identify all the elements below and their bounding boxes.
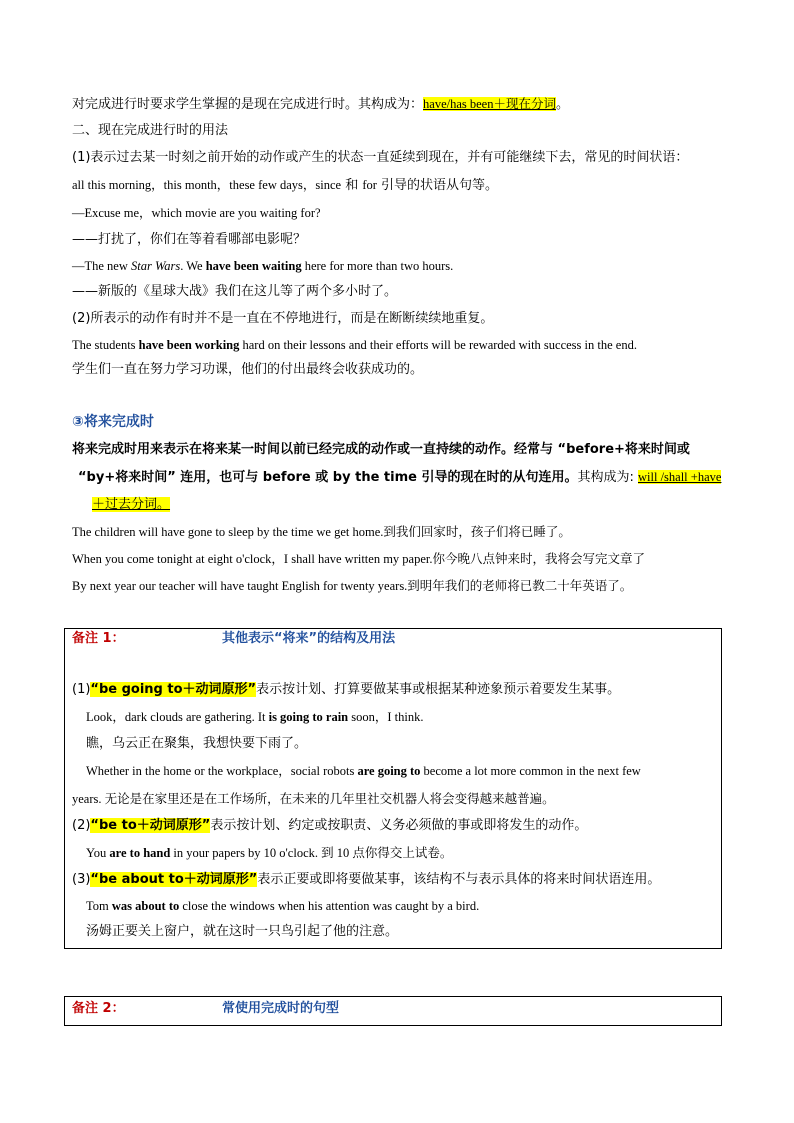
- time-adverbials: all this morning，this month，these few days，since: [72, 178, 342, 192]
- ex3-a: The students: [72, 338, 139, 352]
- ex2-bold: have been waiting: [205, 259, 302, 273]
- ex2-a: —The new: [72, 259, 132, 273]
- item1-ex1-bold: is going to rain: [268, 710, 349, 724]
- note-1-item-3: [72, 871, 660, 889]
- note-2-box: [64, 996, 722, 1026]
- def-formula1: will /shall +have: [638, 470, 722, 484]
- intro-end: 。: [555, 97, 569, 112]
- example-1-cn: ——打扰了，你们在等着看哪部电影呢？: [72, 232, 307, 247]
- item2-structure: “be to＋动词原形”: [90, 818, 211, 833]
- item1-ex1-b: soon，I think.: [348, 710, 424, 724]
- item1-ex2-b: become a lot more common in the next few: [420, 764, 641, 778]
- future-perfect-def-line-2: [78, 468, 721, 487]
- intro-text: 对完成进行时要求学生掌握的是现在完成进行时。其构成为：: [72, 97, 424, 112]
- future-perfect-def-line-3: [92, 495, 170, 514]
- and-text: 和: [341, 178, 363, 193]
- usage-1-line-2: [72, 176, 498, 195]
- example-2-en: [72, 257, 453, 275]
- item1-structure: “be going to＋动词原形”: [90, 682, 257, 697]
- ex3-bold: have been working: [138, 338, 240, 352]
- section-two-heading: 二、现在完成进行时的用法: [72, 123, 229, 138]
- ex2-b: . We: [180, 259, 206, 273]
- note-1-item-1-ex-2-line-2: years. 无论是在家里还是在工作场所，在未来的几年里社交机器人将会变得越来越普遍。: [72, 792, 555, 806]
- item2-prefix: (2): [72, 818, 91, 833]
- for-text: for: [362, 178, 377, 192]
- item3-prefix: (3): [72, 872, 91, 887]
- usage-1-line-1: (1)表示过去某一时刻之前开始的动作或产生的状态一直延续到现在，并有可能继续下去，常见的时间状语：: [72, 150, 689, 165]
- intro-line: [72, 95, 569, 114]
- note-1-item-1-ex-2: [86, 762, 641, 780]
- item2-ex-a: You: [86, 846, 110, 860]
- note-2-title: 常使用完成时的句型: [222, 1001, 340, 1016]
- note-1-item-3-ex-cn: 汤姆正要关上窗户，就在这时一只鸟引起了他的注意。: [86, 924, 399, 939]
- note-1-item-3-ex: [86, 897, 479, 915]
- note-1-item-2-ex: [86, 844, 452, 862]
- item3-ex-bold: was about to: [111, 899, 180, 913]
- note-1-item-1-ex-1-cn: 瞧，乌云正在聚集，我想快要下雨了。: [86, 736, 308, 751]
- fp-example-2: When you come tonight at eight o'clock，I shall have written my paper.你今晚八点钟来时，我将会写完文章了: [72, 552, 645, 566]
- item3-text: 表示正要或即将要做某事，该结构不与表示具体的将来时间状语连用。: [257, 872, 661, 887]
- fp-example-3: By next year our teacher will have taught English for twenty years.到明年我们的老师将已教二十年英语了。: [72, 579, 633, 593]
- item1-ex1-a: Look，dark clouds are gathering. It: [86, 710, 269, 724]
- future-perfect-heading: ③将来完成时: [72, 414, 154, 430]
- fp-example-1: The children will have gone to sleep by the time we get home.到我们回家时，孩子们将已睡了。: [72, 525, 571, 539]
- note-1-item-2: [72, 817, 587, 835]
- ex2-c: here for more than two hours.: [301, 259, 454, 273]
- item1-ex2-bold: are going to: [357, 764, 421, 778]
- intro-formula: have/has been＋现在分词: [423, 97, 556, 111]
- def-line2a: “by+将来时间” 连用，也可与 before 或 by the time 引导的现在时的从句连用。: [78, 470, 578, 485]
- note-1-item-1-ex-1: [86, 708, 423, 726]
- note-1-title: 其他表示“将来”的结构及用法: [222, 631, 396, 646]
- example-1-en: —Excuse me，which movie are you waiting for?: [72, 206, 321, 220]
- example-3-en: [72, 336, 637, 354]
- item2-ex-b: in your papers by 10 o'clock. 到 10 点你得交上试卷。: [170, 846, 453, 860]
- clause-text: 引导的状语从句等。: [376, 178, 499, 193]
- example-2-cn: ——新版的《星球大战》我们在这儿等了两个多小时了。: [72, 284, 398, 299]
- ex3-b: hard on their lessons and their efforts will be rewarded with success in the end.: [239, 338, 637, 352]
- note-2-label: 备注 2：: [72, 1001, 125, 1016]
- def-formula2: ＋过去分词。: [92, 497, 171, 512]
- item3-structure: “be about to＋动词原形”: [90, 872, 258, 887]
- item3-ex-a: Tom: [86, 899, 112, 913]
- example-3-cn: 学生们一直在努力学习功课，他们的付出最终会收获成功的。: [72, 362, 424, 377]
- future-perfect-def-line-1: 将来完成时用来表示在将来某一时间以前已经完成的动作或一直持续的动作。经常与 “before+将来时间或: [72, 442, 690, 457]
- def-line2b: 其构成为:: [577, 470, 638, 485]
- note-1-label: 备注 1：: [72, 631, 125, 646]
- item3-ex-b: close the windows when his attention was caught by a bird.: [179, 899, 480, 913]
- item1-text: 表示按计划、打算要做某事或根据某种迹象预示着要发生某事。: [256, 682, 621, 697]
- ex2-title: Star Wars: [131, 259, 181, 273]
- usage-2: (2)所表示的动作有时并不是一直在不停地进行，而是在断断续续地重复。: [72, 311, 494, 326]
- note-1-item-1: [72, 681, 620, 699]
- item2-ex-bold: are to hand: [109, 846, 171, 860]
- item2-text: 表示按计划、约定或按职责、义务必须做的事或即将发生的动作。: [210, 818, 588, 833]
- item1-ex2-a: Whether in the home or the workplace，social robots: [86, 764, 358, 778]
- item1-prefix: (1): [72, 682, 91, 697]
